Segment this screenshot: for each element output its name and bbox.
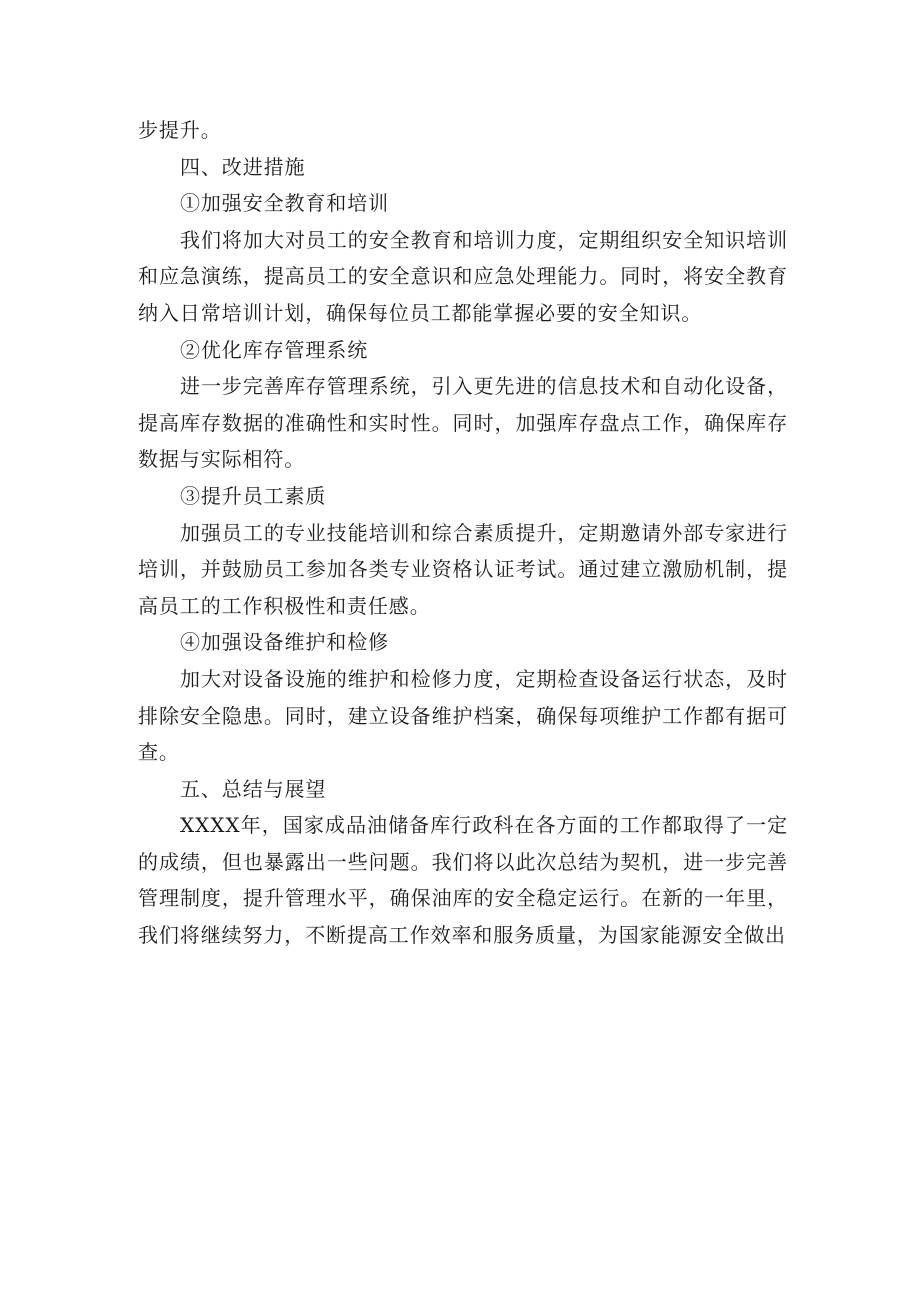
paragraph-equipment-maintenance: 加大对设备设施的维护和检修力度，定期检查设备运行状态，及时排除安全隐患。同时，建立设备维护档案，确保每项维护工作都有据可查。 <box>138 666 788 765</box>
subheading-safety-training: ①加强安全教育和培训 <box>180 191 389 216</box>
paragraph-summary-outlook: XXXX年，国家成品油储备库行政科在各方面的工作都取得了一定的成绩，但也暴露出一些问题。我们将以此次总结为契机，进一步完善管理制度，提升管理水平，确保油库的安全稳定运行。在新的一年里，我们将继续努力，不断提高工作效率和服务质量，为国家能源安全做出 <box>138 813 788 948</box>
subheading-inventory-system: ②优化库存管理系统 <box>180 337 369 362</box>
section-heading-summary-outlook: 五、总结与展望 <box>180 776 327 801</box>
section-heading-improvement-measures: 四、改进措施 <box>180 154 306 179</box>
subheading-staff-quality: ③提升员工素质 <box>180 483 327 508</box>
paragraph-safety-training: 我们将加大对员工的安全教育和培训力度，定期组织安全知识培训和应急演练，提高员工的安全意识和应急处理能力。同时，将安全教育纳入日常培训计划，确保每位员工都能掌握必要的安全知识。 <box>138 227 788 325</box>
document-body <box>138 112 788 954</box>
paragraph-inventory-system: 进一步完善库存管理系统，引入更先进的信息技术和自动化设备，提高库存数据的准确性和实时性。同时，加强库存盘点工作，确保库存数据与实际相符。 <box>138 374 788 472</box>
paragraph-staff-quality: 加强员工的专业技能培训和综合素质提升，定期邀请外部专家进行培训，并鼓励员工参加各类专业资格认证考试。通过建立激励机制，提高员工的工作积极性和责任感。 <box>138 520 788 618</box>
subheading-equipment-maintenance: ④加强设备维护和检修 <box>180 630 389 655</box>
paragraph-continuation: 步提升。 <box>138 118 222 142</box>
